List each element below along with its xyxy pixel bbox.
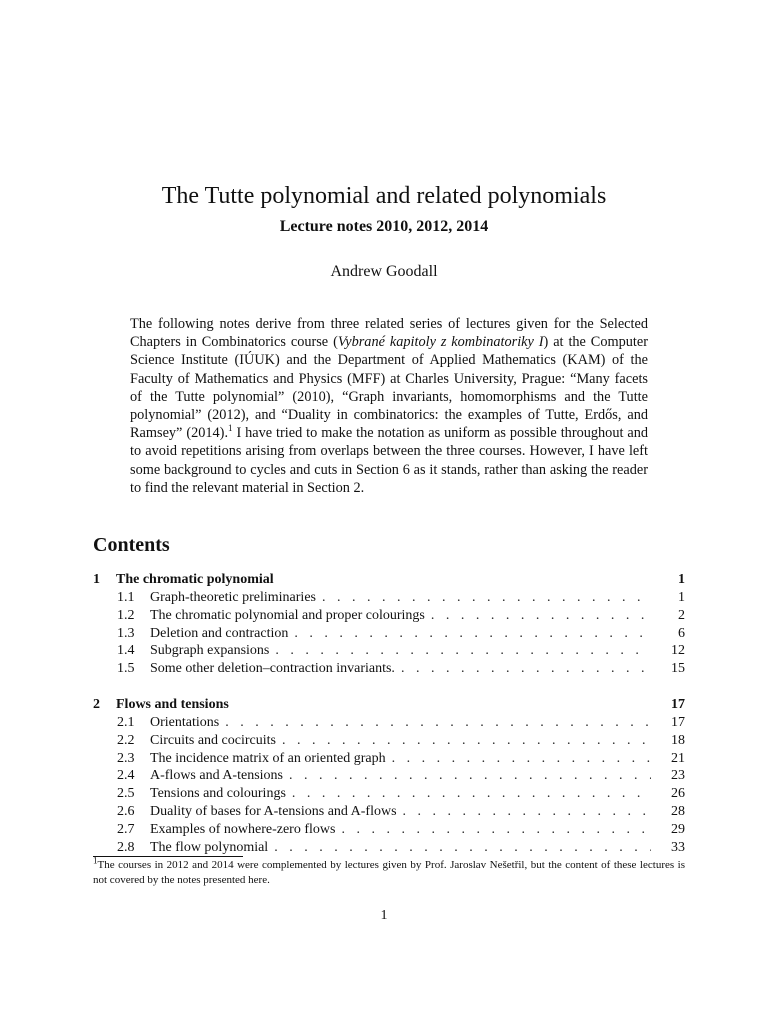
toc-page-number: 23 xyxy=(671,768,685,784)
dot-leader xyxy=(341,821,651,839)
toc-page-number: 18 xyxy=(671,732,685,748)
toc-entry[interactable] xyxy=(93,839,685,857)
toc-page-number: 2 xyxy=(678,607,685,623)
toc-page-number: 1 xyxy=(678,590,685,605)
toc-subsection-number: 2.5 xyxy=(117,786,135,802)
toc-subsection-title: A-flows and A-tensions xyxy=(150,768,283,784)
abstract-paragraph xyxy=(130,315,648,497)
dot-leader xyxy=(282,732,651,750)
toc-subsection-title: The incidence matrix of an oriented graph xyxy=(150,750,386,766)
abstract-text-part-3: I have tried to make the notation as uniform as possible throughout and to avoid repetitions arising from overlaps between the three courses. However, I have left some background to cycles and cuts in Section 6 as it stands, rather than asking the reader to find the relevant material in Section 2. xyxy=(130,425,649,496)
toc-subsection-title: Orientations xyxy=(150,714,220,730)
toc-subsection-title: Some other deletion–contraction invariants. xyxy=(150,661,395,677)
toc-subsection-title: Deletion and contraction xyxy=(150,625,289,641)
toc-section-number: 1 xyxy=(93,572,100,587)
toc-subsection-title: Graph-theoretic preliminaries xyxy=(150,590,316,605)
toc-subsection-title: Duality of bases for A-tensions and A-flows xyxy=(150,803,397,819)
footnote-number: 1 xyxy=(93,855,98,866)
toc-entry[interactable] xyxy=(93,625,685,643)
toc-subsection-number: 1.4 xyxy=(117,643,135,659)
toc-subsection-number: 2.1 xyxy=(117,714,135,730)
toc-subsection-number: 1.1 xyxy=(117,590,135,605)
dot-leader xyxy=(322,589,651,607)
dot-leader xyxy=(274,839,651,857)
toc-entry[interactable] xyxy=(93,750,685,768)
dot-leader xyxy=(289,767,651,785)
abstract-text-part-1: The following notes derive from three related series of lectures given for the Selected Chapters in Combinatorics course ( xyxy=(130,316,648,351)
toc-subsection-number: 2.6 xyxy=(117,803,135,819)
toc-entry[interactable] xyxy=(93,803,685,821)
toc-section-title: The chromatic polynomial xyxy=(116,572,274,587)
author-name: Andrew Goodall xyxy=(330,263,438,280)
toc-subsection-number: 2.3 xyxy=(117,750,135,766)
toc-subsection-title: Examples of nowhere-zero flows xyxy=(150,821,336,837)
dot-leader xyxy=(275,642,651,660)
toc-subsection-title: The flow polynomial xyxy=(150,839,269,855)
toc-subsection-title: The chromatic polynomial and proper colourings xyxy=(150,607,425,623)
toc-entry[interactable] xyxy=(93,732,685,750)
footnote-rule xyxy=(93,856,243,857)
dot-leader xyxy=(225,714,651,732)
toc-entry[interactable] xyxy=(93,589,685,607)
toc-entry-section[interactable] xyxy=(93,570,685,589)
toc-page-number: 6 xyxy=(678,625,685,641)
document-subtitle: Lecture notes 2010, 2012, 2014 xyxy=(279,218,489,235)
dot-leader xyxy=(292,785,651,803)
toc-subsection-title: Subgraph expansions xyxy=(150,643,270,659)
footnote-marker[interactable]: 1 xyxy=(228,423,233,434)
toc-entry[interactable] xyxy=(93,660,685,678)
footnote xyxy=(93,855,685,888)
toc-section-1 xyxy=(93,570,685,678)
toc-page-number: 1 xyxy=(678,572,685,587)
toc-page-number: 12 xyxy=(671,643,685,659)
toc-page-number: 17 xyxy=(671,714,685,730)
toc-entry[interactable] xyxy=(93,785,685,803)
toc-entry[interactable] xyxy=(93,607,685,625)
toc-entry[interactable] xyxy=(93,821,685,839)
abstract xyxy=(130,315,648,497)
toc-page-number: 26 xyxy=(671,786,685,802)
toc-entry-section[interactable] xyxy=(93,695,685,714)
toc-subsection-number: 2.2 xyxy=(117,732,135,748)
toc-entry[interactable] xyxy=(93,767,685,785)
page-number: 1 xyxy=(380,908,388,923)
toc-page-number: 15 xyxy=(671,661,685,677)
toc-section-2 xyxy=(93,695,685,856)
toc-subsection-number: 1.3 xyxy=(117,625,135,641)
toc-subsection-number: 2.4 xyxy=(117,768,135,784)
dot-leader xyxy=(392,750,651,768)
toc-entry[interactable] xyxy=(93,642,685,660)
abstract-text-part-2: ) at the Computer Science Institute (IÚUK) and the Department of Applied Mathematics (KAM) of the Faculty of Mathematics and Physics (MFF) at Charles University, Prague: “Many facets of the Tutte polynomial” (2010), “Graph invariants, homomorphisms and the Tutte polynomial” (2012), and “Duality in combinatorics: the examples of Tutte, Erdős, and Ramsey” (2014). xyxy=(130,334,648,442)
toc-page-number: 29 xyxy=(671,821,685,837)
toc-section-title: Flows and tensions xyxy=(116,696,229,712)
toc-entry[interactable] xyxy=(93,714,685,732)
toc-page-number: 21 xyxy=(671,750,685,766)
dot-leader xyxy=(401,660,651,678)
toc-subsection-title: Circuits and cocircuits xyxy=(150,732,276,748)
footnote-paragraph xyxy=(93,855,685,888)
contents-heading: Contents xyxy=(93,534,170,556)
dot-leader xyxy=(294,625,651,643)
toc-subsection-title: Tensions and colourings xyxy=(150,786,286,802)
toc-subsection-number: 1.2 xyxy=(117,607,135,623)
toc-subsection-number: 1.5 xyxy=(117,661,135,677)
toc-page-number: 17 xyxy=(671,696,685,712)
dot-leader xyxy=(431,607,651,625)
dot-leader xyxy=(403,803,651,821)
toc-page-number: 28 xyxy=(671,803,685,819)
document-title: The Tutte polynomial and related polynomials xyxy=(161,183,607,209)
table-of-contents xyxy=(93,570,685,873)
toc-subsection-number: 2.8 xyxy=(117,839,135,855)
course-name: Vybrané kapitoly z kombinatoriky I xyxy=(337,334,544,351)
toc-section-number: 2 xyxy=(93,696,100,712)
footnote-text: The courses in 2012 and 2014 were complemented by lectures given by Prof. Jaroslav Nešetřil, but the content of these lectures is not covered by the notes presented here. xyxy=(93,859,685,886)
toc-subsection-number: 2.7 xyxy=(117,821,135,837)
toc-page-number: 33 xyxy=(671,839,685,855)
